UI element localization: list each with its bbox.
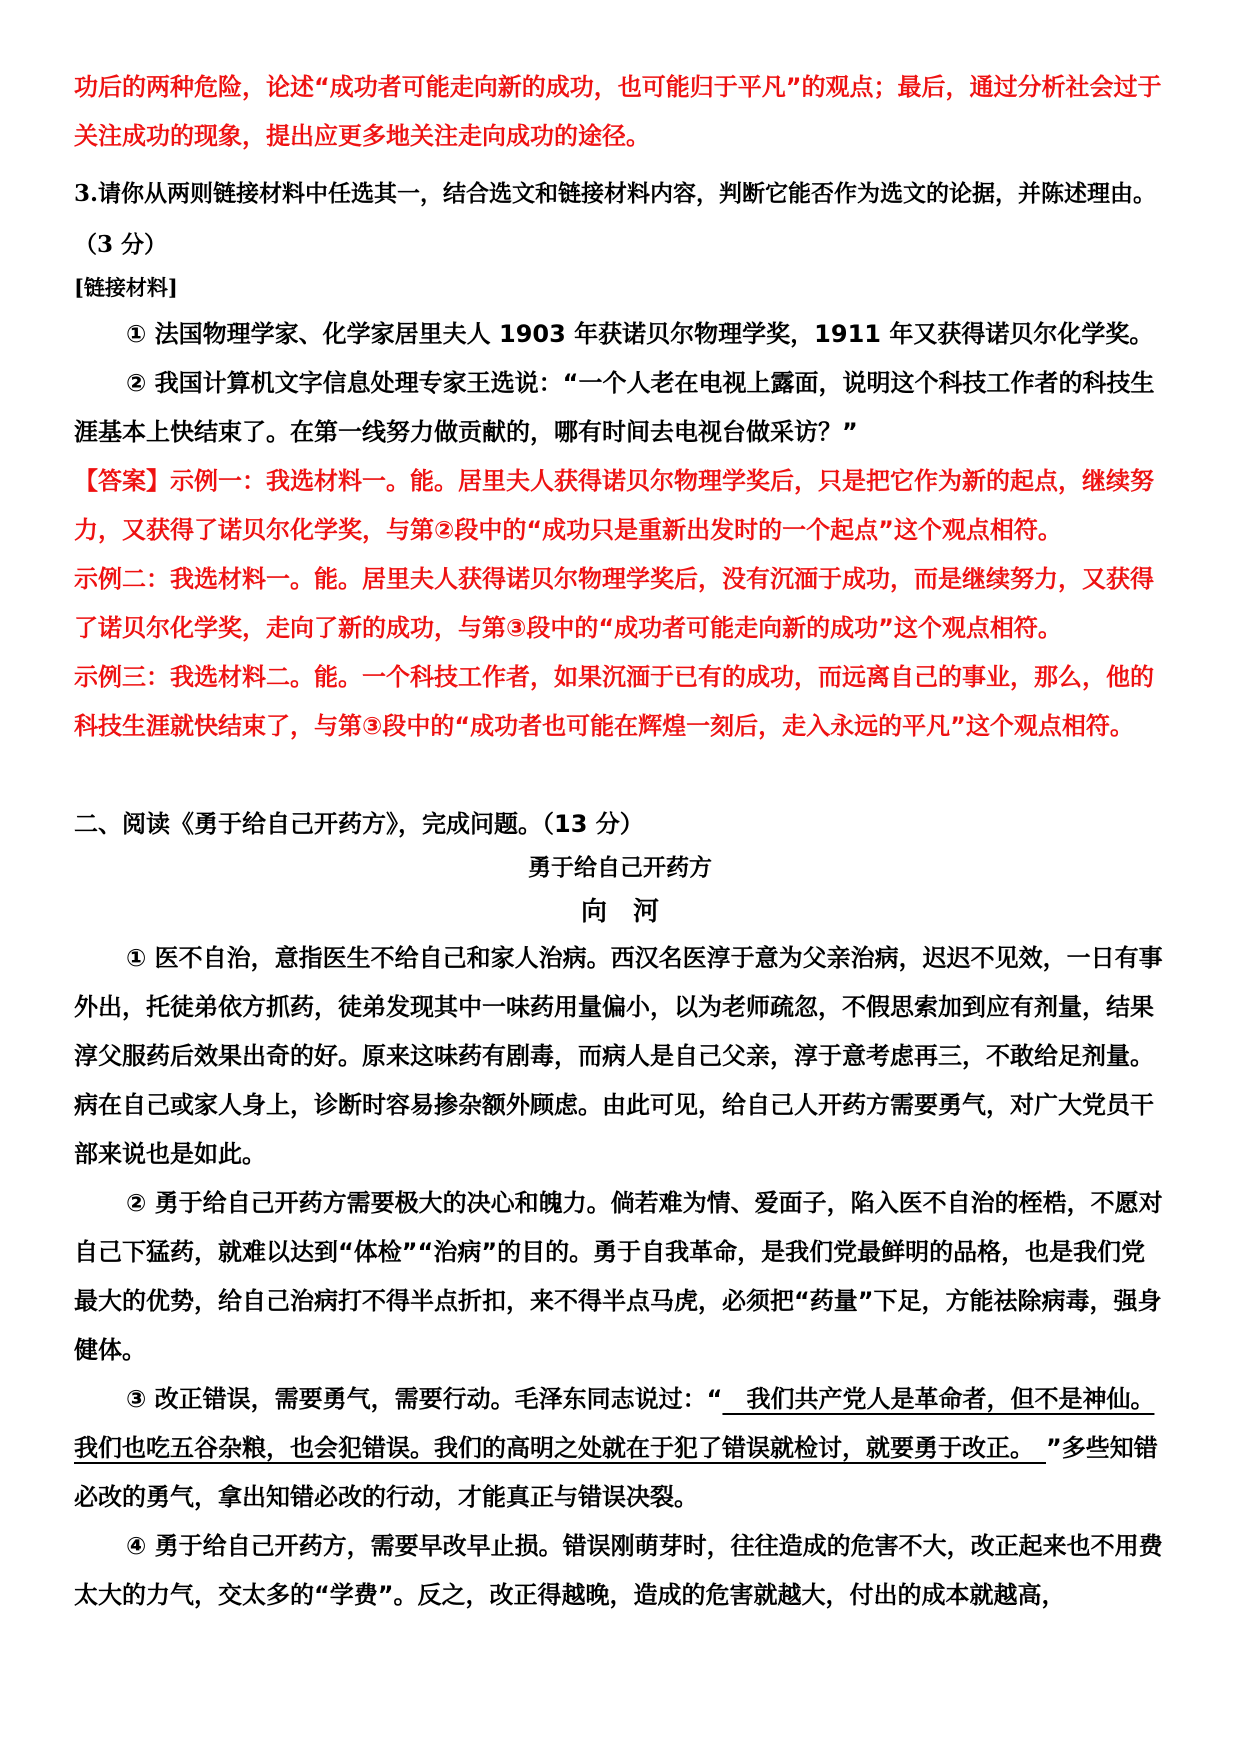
article-paragraph-1: ① 医不自治，意指医生不给自己和家人治病。西汉名医淳于意为父亲治病，迟迟不见效，一日有事外出，托徒弟依方抓药，徒弟发现其中一味药用量偏小，以为老师疏忽，不假思索加到应有剂量，结果淳父服药后效果出奇的好。原来这味药有剧毒，而病人是自己父亲，淳于意考虑再三，不敢给足剂量。病在自己或家人身上，诊断时容易掺杂额外顾虑。由此可见，给自己人开药方需要勇气，对广大党员干部来说也是如此。 <box>74 944 1163 1168</box>
paragraph-3-intro: ③ 改正错误，需要勇气，需要行动。毛泽东同志说过：“ <box>126 1385 723 1413</box>
link-material-1: ① 法国物理学家、化学家居里夫人 1903 年获诺贝尔物理学奖，1911 年又获得诺贝尔化学奖。 <box>126 320 1154 348</box>
question-3: 3.请你从两则链接材料中任选其一，结合选文和链接材料内容，判断它能否作为选文的论据，并陈述理由。（3 分） <box>74 180 1157 258</box>
answer-example-1: 【答案】示例一：我选材料一。能。居里夫人获得诺贝尔物理学奖后，只是把它作为新的起点，继续努力，又获得了诺贝尔化学奖，与第②段中的“成功只是重新出发时的一个起点”这个观点相符。 <box>74 467 1154 544</box>
link-material-2: ② 我国计算机文字信息处理专家王选说：“一个人老在电视上露面，说明这个科技工作者的科技生涯基本上快结束了。在第一线努力做贡献的，哪有时间去电视台做采访？” <box>74 369 1155 446</box>
article-paragraph-4: ④ 勇于给自己开药方，需要早改早止损。错误刚萌芽时，往往造成的危害不大，改正起来也不用费太大的力气，交太多的“学费”。反之，改正得越晚，造成的危害就越大，付出的成本就越高， <box>74 1532 1163 1609</box>
article-title: 勇于给自己开药方 <box>528 855 712 881</box>
article-paragraph-3 <box>74 1375 1166 1522</box>
article-author: 向 河 <box>580 897 659 927</box>
article-paragraph-2: ② 勇于给自己开药方需要极大的决心和魄力。倘若难为情、爱面子，陷入医不自治的桎梏，不愿对自己下猛药，就难以达到“体检”“治病”的目的。勇于自我革命，是我们党最鲜明的品格，也是我们党最大的优势，给自己治病打不得半点折扣，来不得半点马虎，必须把“药量”下足，方能祛除病毒，强身健体。 <box>74 1189 1163 1364</box>
paragraph-3-conclusion: ”多些知错必改的勇气，拿出知错必改的行动，才能真正与错误决裂。 <box>74 1434 1158 1511</box>
answer-example-2: 示例二：我选材料一。能。居里夫人获得诺贝尔物理学奖后，没有沉湎于成功，而是继续努力，又获得了诺贝尔化学奖，走向了新的成功，与第③段中的“成功者可能走向新的成功”这个观点相符。 <box>74 565 1154 642</box>
section-2-heading: 二、阅读《勇于给自己开药方》，完成问题。（13 分） <box>74 810 644 838</box>
link-material-label: [链接材料] <box>74 275 178 300</box>
mao-zedong-quote: 我们共产党人是革命者，但不是神仙。我们也吃五谷杂粮，也会犯错误。我们的高明之处就在于犯了错误就检讨，就要勇于改正。 <box>74 1385 1155 1462</box>
answer-example-3: 示例三：我选材料二。能。一个科技工作者，如果沉湎于已有的成功，而远离自己的事业，那么，他的科技生涯就快结束了，与第③段中的“成功者也可能在辉煌一刻后，走入永远的平凡”这个观点相符。 <box>74 663 1154 740</box>
answer-continuation: 功后的两种危险，论述“成功者可能走向新的成功，也可能归于平凡”的观点；最后，通过分析社会过于关注成功的现象，提出应更多地关注走向成功的途径。 <box>74 73 1162 150</box>
